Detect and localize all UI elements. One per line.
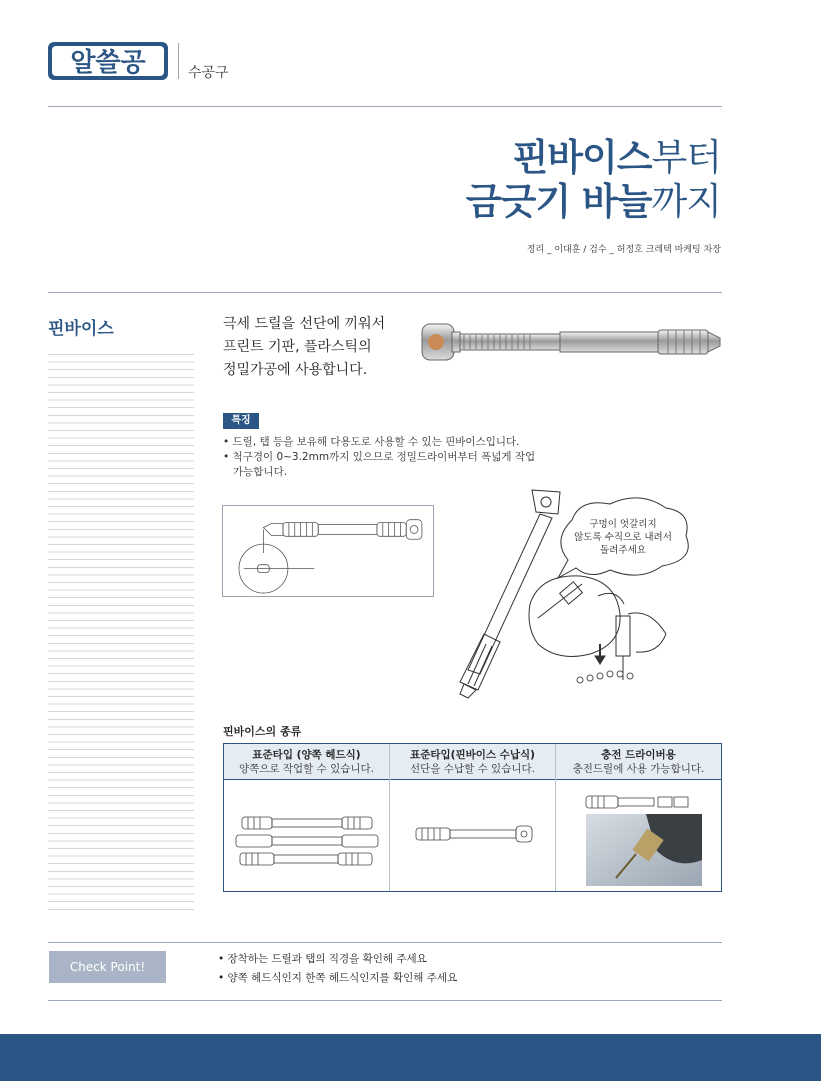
checkpoint-list — [218, 950, 457, 988]
intro-text — [223, 313, 385, 382]
features-badge: 특징 — [223, 413, 259, 429]
types-title: 핀바이스의 종류 — [223, 725, 302, 738]
footer-band — [0, 1034, 821, 1081]
type-header — [390, 744, 555, 780]
sidebar-lines — [48, 354, 194, 914]
intro-line: 정밀가공에 사용합니다. — [223, 362, 368, 378]
svg-text:알쓸공: 알쓸공 — [70, 48, 146, 78]
type-name: 충전 드라이버용 — [601, 749, 676, 761]
bubble-line: 않도록 수직으로 내려서 — [574, 532, 672, 543]
type-column-storage — [390, 744, 556, 891]
checkpoint-item: • 양쪽 헤드식인지 한쪽 헤드식인지를 확인해 주세요 — [218, 972, 458, 984]
feature-item: • 드릴, 탭 등을 보유해 다용도로 사용할 수 있는 핀바이스입니다. — [223, 436, 520, 448]
type-image — [390, 780, 555, 891]
type-column-double-head — [224, 744, 390, 891]
charger-pin-vise-drawing — [556, 780, 722, 892]
title-line1-light: 부터 — [651, 136, 721, 179]
feature-item: 가능합니다. — [223, 466, 288, 478]
type-name: 표준타입(핀바이스 수납식) — [410, 749, 535, 761]
pin-vise-photo — [418, 318, 722, 366]
checkpoint-top-rule — [48, 942, 722, 943]
type-name: 표준타입 (양쪽 헤드식) — [252, 749, 361, 761]
bubble-line: 돌려주세요 — [600, 545, 646, 556]
alsseulgong-logo — [48, 40, 168, 82]
title-line1-bold: 핀바이스 — [512, 136, 652, 179]
checkpoint-item: • 장착하는 드릴과 탭의 직경을 확인해 주세요 — [218, 953, 427, 965]
pin-vise-usage-illustration — [440, 484, 722, 704]
bubble-line: 구멍이 엇갈리지 — [589, 519, 657, 530]
checkpoint-label: Check Point! — [49, 951, 166, 983]
storage-pin-vise-drawing — [390, 780, 556, 892]
title-rule — [48, 292, 722, 293]
types-table — [223, 743, 722, 892]
type-desc: 선단을 수납할 수 있습니다. — [410, 763, 535, 775]
title-line2-light: 까지 — [651, 180, 721, 223]
title-line2-bold: 금긋기 바늘 — [465, 180, 652, 223]
section-label: 수공구 — [188, 65, 229, 81]
sidebar-title: 핀바이스 — [48, 319, 114, 339]
header-divider — [178, 43, 179, 79]
type-desc: 충전드릴에 사용 가능합니다. — [572, 763, 705, 775]
header-rule — [48, 106, 722, 107]
double-head-pin-vise-drawings — [224, 780, 389, 892]
type-image — [224, 780, 389, 891]
type-image — [556, 780, 721, 891]
intro-line: 극세 드릴을 선단에 끼워서 — [223, 316, 386, 332]
feature-item: • 척구경이 0~3.2mm까지 있으므로 정밀드라이버부터 폭넓게 작업 — [223, 451, 536, 463]
type-column-charger — [556, 744, 721, 891]
features-list — [223, 435, 535, 480]
pin-vise-line-drawing — [222, 505, 434, 597]
credit-line: 정리 _ 이대훈 / 검수 _ 허정호 크레텍 마케팅 차장 — [526, 245, 721, 255]
speech-bubble-text — [568, 518, 678, 557]
intro-line: 프린트 기판, 플라스틱의 — [223, 339, 372, 355]
checkpoint-bottom-rule — [48, 1000, 722, 1001]
type-desc: 양쪽으로 작업할 수 있습니다. — [238, 763, 375, 775]
type-header — [224, 744, 389, 780]
type-header — [556, 744, 721, 780]
page-title — [466, 136, 721, 224]
